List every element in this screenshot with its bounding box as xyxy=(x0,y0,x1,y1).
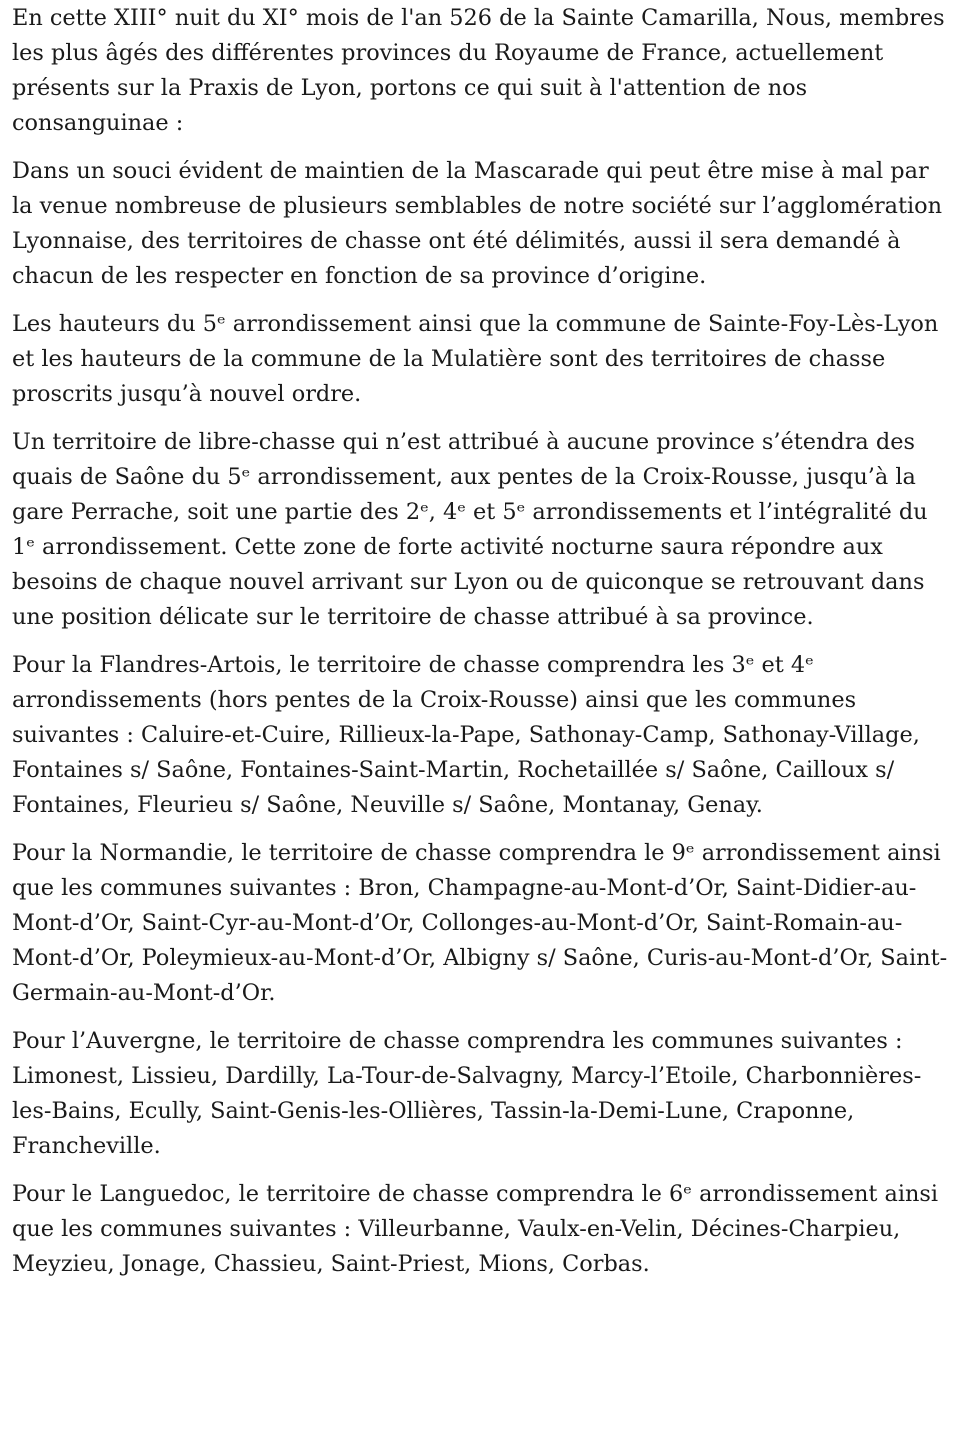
paragraph-auvergne: Pour l’Auvergne, le territoire de chasse comprendra les communes suivantes : Limonest, Lissieu, Dardilly, La-Tour-de-Salvagny, Marcy-l’Etoile, Charbonnières-les-Bains, Ecully, Saint-Genis-les-Ollières, Tassin-la-Demi-Lune, Craponne, Francheville. xyxy=(12,1028,922,1159)
paragraph-languedoc: Pour le Languedoc, le territoire de chasse comprendra le 6ᵉ arrondissement ainsi que les communes suivantes : Villeurbanne, Vaulx-en-Velin, Décines-Charpieu, Meyzieu, Jonage, Chassieu, Saint-Priest, Mions, Corbas. xyxy=(12,1181,939,1277)
paragraph-flandres-artois: Pour la Flandres-Artois, le territoire de chasse comprendra les 3ᵉ et 4ᵉ arrondissements (hors pentes de la Croix-Rousse) ainsi que les communes suivantes : Caluire-et-Cuire, Rillieux-la-Pape, Sathonay-Camp, Sathonay-Village, Fontaines s/ Saône, Fontaines-Saint-Martin, Rochetaillée s/ Saône, Cailloux s/ Fontaines, Fleurieu s/ Saône, Neuville s/ Saône, Montanay, Genay. xyxy=(12,652,920,818)
paragraph-preamble: En cette XIII° nuit du XI° mois de l'an 526 de la Sainte Camarilla, Nous, membres les plus âgés des différentes provinces du Royaume de France, actuellement présents sur la Praxis de Lyon, portons ce qui suit à l'attention de nos consanguinae : xyxy=(12,5,945,136)
paragraph-proscribed-territories: Les hauteurs du 5ᵉ arrondissement ainsi que la commune de Sainte-Foy-Lès-Lyon et les hauteurs de la commune de la Mulatière sont des territoires de chasse proscrits jusqu’à nouvel ordre. xyxy=(12,311,939,407)
paragraph-mascarade: Dans un souci évident de maintien de la Mascarade qui peut être mise à mal par la venue nombreuse de plusieurs semblables de notre société sur l’agglomération Lyonnaise, des territoires de chasse ont été délimités, aussi il sera demandé à chacun de les respecter en fonction de sa province d’origine. xyxy=(12,158,943,289)
paragraph-normandie: Pour la Normandie, le territoire de chasse comprendra le 9ᵉ arrondissement ainsi que les communes suivantes : Bron, Champagne-au-Mont-d’Or, Saint-Didier-au-Mont-d’Or, Saint-Cyr-au-Mont-d’Or, Collonges-au-Mont-d’Or, Saint-Romain-au-Mont-d’Or, Poleymieux-au-Mont-d’Or, Albigny s/ Saône, Curis-au-Mont-d’Or, Saint-Germain-au-Mont-d’Or. xyxy=(12,840,948,1006)
document-page xyxy=(0,1,967,1436)
paragraph-free-hunting-territory: Un territoire de libre-chasse qui n’est attribué à aucune province s’étendra des quais de Saône du 5ᵉ arrondissement, aux pentes de la Croix-Rousse, jusqu’à la gare Perrache, soit une partie des 2ᵉ, 4ᵉ et 5ᵉ arrondissements et l’intégralité du 1ᵉ arrondissement. Cette zone de forte activité nocturne saura répondre aux besoins de chaque nouvel arrivant sur Lyon ou de quiconque se retrouvant dans une position délicate sur le territoire de chasse attribué à sa province. xyxy=(12,429,928,630)
